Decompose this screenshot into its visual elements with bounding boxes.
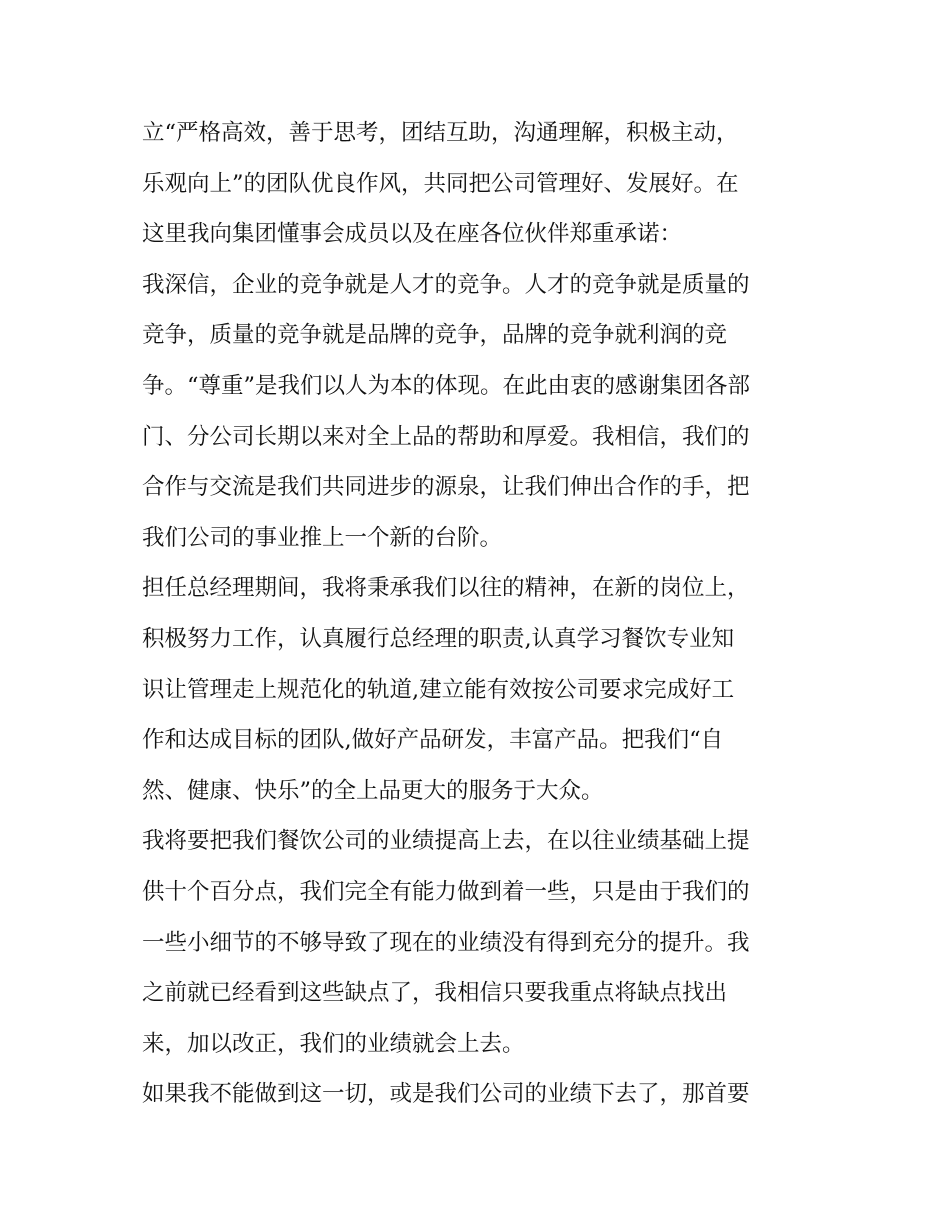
text-line: 供十个百分点，我们完全有能力做到着一些，只是由于我们的	[142, 878, 750, 905]
text-line: 乐观向上”的团队优良作风，共同把公司管理好、发展好。在	[142, 170, 739, 197]
text-line: 争。“尊重”是我们以人为本的体现。在此由衷的感谢集团各部	[142, 372, 751, 399]
text-line: 门、分公司长期以来对全上品的帮助和厚爱。我相信，我们的	[142, 423, 750, 450]
text-line: 这里我向集团懂事会成员以及在座各位伙伴郑重承诺：	[142, 221, 683, 248]
text-line: 一些小细节的不够导致了现在的业绩没有得到充分的提升。我	[142, 929, 750, 956]
text-line: 我们公司的事业推上一个新的台阶。	[142, 524, 503, 551]
text-line: 担任总经理期间，我将秉承我们以往的精神，在新的岗位上，	[142, 575, 750, 602]
text-line: 合作与交流是我们共同进步的源泉，让我们伸出合作的手，把	[142, 474, 750, 501]
text-line: 我将要把我们餐饮公司的业绩提高上去，在以往业绩基础上提	[142, 828, 750, 855]
text-line: 之前就已经看到这些缺点了，我相信只要我重点将缺点找出	[142, 980, 728, 1007]
document-body	[142, 108, 818, 1120]
text-line: 识让管理走上规范化的轨道,建立能有效按公司要求完成好工	[142, 676, 735, 703]
text-line: 如果我不能做到这一切，或是我们公司的业绩下去了，那首要	[142, 1081, 750, 1108]
text-line: 我深信，企业的竞争就是人才的竞争。人才的竞争就是质量的	[142, 271, 750, 298]
text-line: 然、健康、快乐”的全上品更大的服务于大众。	[142, 777, 604, 804]
text-line: 立“严格高效，善于思考，团结互助，沟通理解，积极主动，	[142, 120, 739, 146]
text-line: 作和达成目标的团队,做好产品研发，丰富产品。把我们“自	[142, 727, 724, 754]
text-line: 竞争，质量的竞争就是品牌的竞争，品牌的竞争就利润的竞	[142, 322, 728, 349]
text-line: 积极努力工作，认真履行总经理的职责,认真学习餐饮专业知	[142, 625, 735, 652]
text-line: 来，加以改正，我们的业绩就会上去。	[142, 1030, 525, 1057]
